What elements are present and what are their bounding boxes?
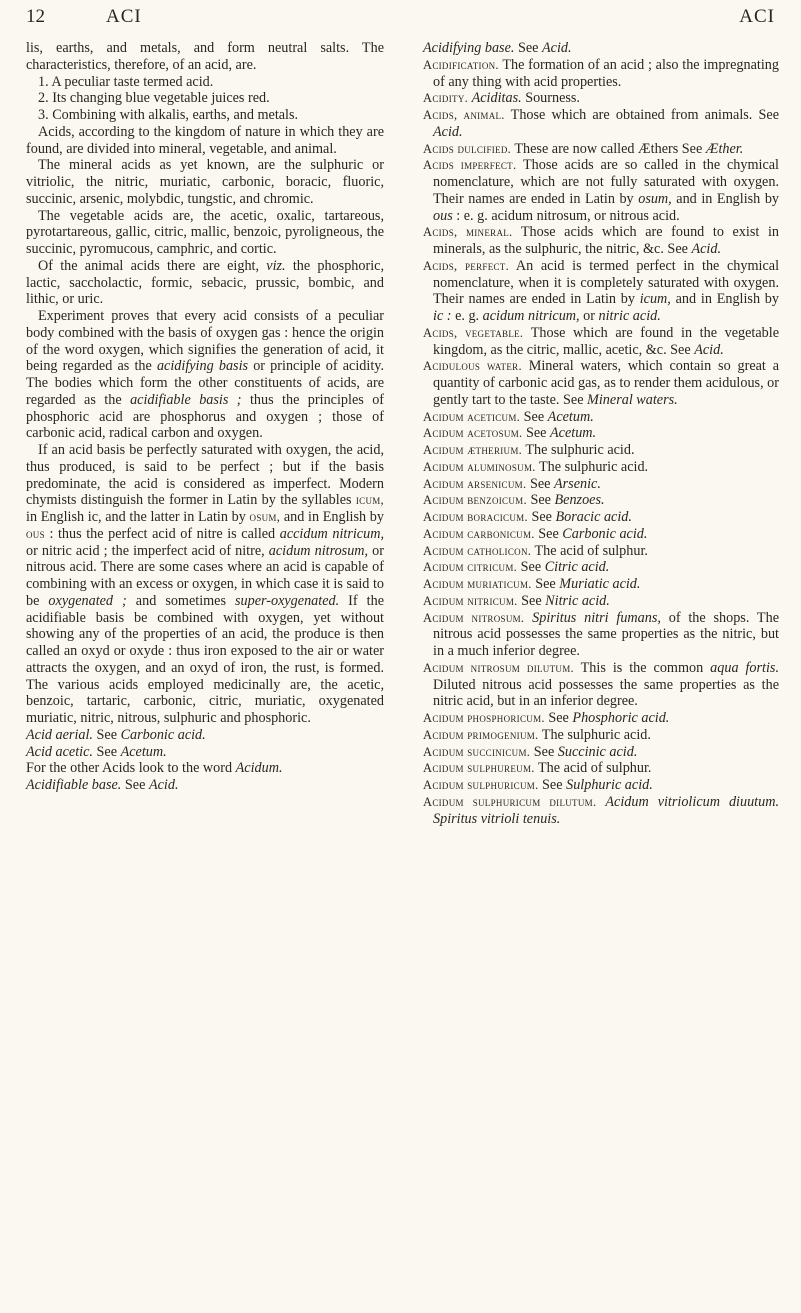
italic-text: Acid. — [542, 40, 572, 56]
italic-text: Phosphoric acid. — [572, 710, 670, 726]
text-run: 1. A peculiar taste termed acid. — [38, 73, 214, 90]
text-run: thus the principles of phosphoric acid are phosphorus and oxygen ; those of carbonic acid, radical carbon and oxygen. — [26, 391, 385, 442]
italic-text: Sulphuric acid. — [566, 777, 653, 793]
entry-headword: Acids, perfect. — [423, 258, 510, 273]
body-paragraph — [26, 208, 384, 258]
dictionary-entry — [423, 492, 779, 509]
entry-headword: Acidum arsenicum. — [423, 476, 527, 491]
dictionary-entry — [423, 476, 779, 493]
text-run: If an acid basis be perfectly saturated with oxygen, the acid, thus produced, is said to be perfect ; but if the basis predominate, the acid is considered as imperfect. Modern chymists distinguish the former in Latin by the syllables — [26, 442, 384, 509]
entry-headword: Acidum muriaticum. — [423, 577, 532, 591]
dictionary-entry — [423, 593, 779, 610]
body-paragraph — [26, 442, 384, 727]
body-paragraph — [26, 124, 384, 158]
italic-text: Acid. — [433, 123, 463, 140]
dictionary-entry — [423, 777, 779, 794]
italic-text: Acetum. — [550, 425, 597, 442]
text-run: The sulphuric acid. — [535, 458, 649, 475]
entry-headword: Acidum sulphuricum. — [423, 778, 539, 792]
left-column — [26, 40, 384, 794]
italic-text: Acetum. — [120, 743, 167, 760]
dictionary-entry — [423, 442, 779, 459]
text-run: The sulphuric acid. — [538, 726, 651, 743]
text-run: This is the common — [573, 659, 711, 676]
body-paragraph — [26, 308, 384, 442]
text-run: These are now called Æthers See — [511, 140, 706, 157]
text-run: See — [121, 777, 149, 793]
italic-text: Succinic acid. — [557, 743, 638, 760]
entry-headword: Acidum citricum. — [423, 560, 518, 575]
entry-headword: Acidum primogenium. — [423, 727, 539, 742]
text-run: Mineral waters, which contain so great a quantity of carbonic acid gas, as to render them acidulous, or gently tart to the taste. See — [433, 358, 780, 408]
body-paragraph — [26, 74, 384, 91]
dictionary-entry — [26, 777, 384, 794]
text-run: See — [92, 726, 121, 743]
italic-text: acidifying basis — [156, 358, 249, 375]
text-run: See — [527, 509, 556, 525]
text-run: Diluted nitrous acid possesses the same properties as the nitric acid, but in an inferior degree. — [433, 676, 779, 710]
italic-text: oxygenated ; — [48, 592, 127, 609]
text-run: or nitrous acid. There are some cases where an acid is capable of combining with an excess or oxygen, in which case it is said to be — [26, 542, 384, 609]
dictionary-entry — [423, 794, 779, 828]
text-run: See — [517, 559, 545, 576]
dictionary-entry — [423, 526, 779, 543]
italic-text: Nitric acid. — [545, 592, 610, 609]
text-run: The acid of sulphur. — [534, 760, 652, 777]
dictionary-entry — [423, 107, 779, 141]
entry-headword: Acidum succinicum. — [423, 744, 531, 759]
italic-text: acidifiable basis ; — [130, 391, 242, 408]
italic-text: Acid aerial. — [26, 726, 93, 743]
italic-text: Mineral waters. — [587, 391, 678, 408]
text-run: Those which are obtained from animals. See — [504, 107, 780, 123]
left-running-head: ACI — [106, 6, 142, 27]
entry-headword: Acids imperfect. — [423, 158, 517, 173]
entry-headword: Acidification. — [423, 57, 499, 72]
text-run: See — [522, 425, 551, 442]
text-run: and in English by — [280, 509, 384, 525]
dictionary-entry — [423, 710, 779, 727]
text-run: The formation of an acid ; also the impregnating of any thing with acid properties. — [433, 56, 779, 90]
entry-headword: osum, — [249, 510, 281, 524]
entry-headword: Acidum benzoicum. — [423, 493, 527, 508]
dictionary-entry — [423, 358, 779, 408]
italic-text: Arsenic. — [553, 475, 601, 492]
entry-headword: Acids, animal. — [423, 108, 505, 122]
italic-text: Benzoes. — [554, 492, 605, 509]
italic-text: Carbonic acid. — [120, 726, 206, 743]
italic-text: acidum nitricum, — [482, 308, 580, 324]
entry-headword: Acids, mineral. — [423, 225, 513, 240]
text-run: Those which are found in the vegetable kingdom, as the citric, mallic, acetic, &c. See — [433, 324, 779, 358]
text-run: See — [526, 475, 554, 492]
entry-headword: Acidum catholicon. — [423, 543, 532, 558]
entry-headword: Acidum nitrosum. — [423, 610, 525, 625]
dictionary-entry — [423, 409, 779, 426]
text-run: : e. g. acidum nitrosum, or nitrous acid. — [452, 207, 680, 224]
dictionary-entry — [423, 660, 779, 710]
dictionary-entry — [423, 727, 779, 744]
text-run: or principle of acidity. The bodies which form the other constituents of acids, are regarded as the — [26, 358, 384, 408]
text-run: lis, earths, and metals, and form neutral salts. The characteristics, therefore, of an acid, are. — [26, 40, 384, 73]
italic-text: Acidum vitriolicum diuutum. Spiritus vitrioli tenuis. — [433, 793, 779, 827]
entry-headword: Acidum aluminosum. — [423, 459, 536, 474]
dictionary-entry — [423, 90, 779, 107]
dictionary-entry — [423, 610, 779, 660]
dictionary-entry — [26, 744, 384, 761]
dictionary-entry — [423, 744, 779, 761]
italic-text: nitric acid. — [598, 308, 661, 324]
italic-text: Acid. — [148, 777, 179, 793]
text-run: The acid of sulphur. — [531, 542, 648, 559]
text-run: Sourness. — [521, 90, 580, 107]
entry-headword: Acidum sulphuricum dilutum. — [423, 794, 597, 809]
entry-headword: icum, — [355, 493, 384, 508]
dictionary-entry — [423, 325, 779, 359]
italic-text: Spiritus nitri fumans, — [532, 609, 661, 626]
right-column — [423, 40, 779, 827]
right-running-head: ACI — [739, 6, 775, 27]
text-run: If the acidifiable basis be combined with oxygen, yet without showing any of the properties of an acid, the produce is then called an oxyd or oxyde : thus iron exposed to the air or water attracts the oxygen, and an oxyd of iron, the rust, is formed. The various acids employed medicinally are, the acetic, benzoic, tartaric, carbonic, citric, muriatic, oxygenated muriatic, nitric, nitrous, sulphuric and phosphoric. — [26, 592, 384, 726]
text-run: See — [538, 777, 567, 793]
body-paragraph — [26, 157, 384, 207]
italic-text: Acid. — [694, 341, 724, 358]
entry-headword: Acidum boracicum. — [423, 510, 528, 524]
dictionary-entry — [423, 157, 779, 224]
entry-headword: Acidum phosphoricum. — [423, 711, 545, 725]
text-run: in English ic, and the latter in Latin by — [26, 509, 250, 525]
text-run: of the shops. The nitrous acid possesses the same properties as the nitric, but in a much inferior degree. — [433, 609, 779, 659]
entry-headword: Acidum ætherium. — [423, 443, 523, 457]
dictionary-entry — [423, 40, 779, 57]
dictionary-entry — [423, 459, 779, 476]
text-run: the phosphoric, lactic, saccholactic, formic, sebacic, prussic, bombic, and lithic, or uric. — [26, 257, 384, 308]
running-header — [26, 6, 775, 28]
text-run: See — [544, 710, 573, 726]
text-run: The sulphuric acid. — [522, 442, 635, 458]
italic-text: Aciditas. — [471, 90, 522, 107]
text-run: 2. Its changing blue vegetable juices red. — [38, 90, 270, 107]
entry-headword: Acidum sulphureum. — [423, 761, 535, 776]
body-paragraph — [26, 90, 384, 107]
text-run: See — [530, 743, 558, 760]
text-run: and in English by — [670, 291, 779, 308]
text-run: See — [526, 492, 555, 509]
text-run: See — [92, 743, 121, 760]
dictionary-entry — [423, 258, 779, 325]
italic-text: Acidifying base. — [423, 40, 515, 56]
text-run: See — [531, 576, 560, 592]
text-run: See — [520, 408, 548, 425]
italic-text: Muriatic acid. — [559, 576, 641, 592]
text-run: : thus the perfect acid of nitre is called — [44, 525, 280, 542]
italic-text: Acidum. — [235, 760, 283, 777]
dictionary-entry — [423, 509, 779, 526]
text-run: Those acids are so called in the chymical nomenclature, which are not fully saturated with oxygen. Their names are ended in Latin by — [433, 157, 779, 207]
text-run: Of the animal acids there are eight, — [38, 257, 267, 274]
text-run: See — [517, 592, 546, 609]
text-run: Those acids which are found to exist in minerals, as the sulphuric, the nitric, &c. See — [433, 224, 779, 257]
italic-text: Æther. — [705, 140, 744, 157]
italic-text: accidum nitricum, — [279, 525, 384, 542]
italic-text: Citric acid. — [544, 559, 610, 576]
italic-text: super-oxygenated. — [235, 592, 340, 609]
dictionary-entry — [423, 141, 779, 158]
italic-text: Acid acetic. — [26, 743, 93, 760]
italic-text: acidum nitrosum, — [268, 542, 369, 559]
text-run: 3. Combining with alkalis, earths, and metals. — [38, 107, 299, 123]
italic-text: osum, — [638, 190, 672, 207]
italic-text: Acid. — [691, 241, 722, 257]
entry-headword: Acidum carbonicum. — [423, 526, 535, 541]
italic-text: viz. — [266, 257, 286, 274]
entry-headword: Acids, vegetable. — [423, 325, 524, 340]
text-run: An acid is termed perfect in the chymical nomenclature, when it is completely saturated with oxygen. Their names are ended in Latin by — [433, 257, 780, 308]
body-paragraph — [26, 107, 384, 124]
italic-text: Boracic acid. — [555, 509, 632, 525]
text-run: See — [514, 40, 543, 56]
dictionary-entry — [26, 727, 384, 744]
dictionary-entry — [423, 224, 779, 258]
entry-headword: Acidum aceticum. — [423, 409, 521, 424]
dictionary-entry — [423, 576, 779, 593]
entry-headword: Acidum nitricum. — [423, 593, 518, 608]
entry-headword: Acidum nitrosum dilutum. — [423, 660, 574, 675]
text-run — [524, 610, 532, 626]
entry-headword: Acidum acetosum. — [423, 426, 523, 441]
entry-headword: Acids dulcified. — [423, 141, 512, 156]
entry-headword: Acidulous water. — [423, 359, 522, 374]
dictionary-entry — [423, 543, 779, 560]
italic-text: aqua fortis. — [710, 659, 779, 676]
text-run: e. g. — [451, 308, 483, 324]
text-run: See — [534, 525, 563, 542]
text-run: For the other Acids look to the word — [26, 760, 236, 777]
dictionary-entry — [423, 760, 779, 777]
entry-headword: ous — [26, 526, 45, 541]
italic-text: Acidifiable base. — [26, 777, 122, 793]
italic-text: Carbonic acid. — [562, 525, 648, 542]
text-run: The mineral acids as yet known, are the sulphuric or vitriolic, the nitric, muriatic, carbonic, boracic, fluoric, succinic, arsenic, molybdic, tungstic, and chromic. — [26, 157, 384, 207]
italic-text: icum, — [639, 291, 671, 308]
page-number: 12 — [26, 6, 45, 27]
text-run: or nitric acid ; the imperfect acid of nitre, — [26, 542, 269, 559]
text-run: or — [579, 308, 599, 324]
italic-text: ic : — [433, 308, 452, 324]
body-paragraph — [26, 40, 384, 74]
dictionary-entry — [423, 559, 779, 576]
dictionary-entry — [423, 57, 779, 91]
dictionary-entry — [423, 425, 779, 442]
dictionary-entry — [26, 760, 384, 777]
text-run: Experiment proves that every acid consists of a peculiar body combined with the basis of oxygen gas : hence the origin of the word oxygen, which signifies the generation of acid, it being regarded as the — [26, 308, 384, 375]
text-run: Acids, according to the kingdom of nature in which they are found, are divided into mineral, vegetable, and animal. — [26, 123, 384, 157]
entry-headword: Acidity. — [423, 91, 469, 106]
text-run: and in English by — [671, 190, 780, 207]
text-run: and sometimes — [126, 592, 236, 609]
body-paragraph — [26, 258, 384, 308]
text-run: The vegetable acids are, the acetic, oxalic, tartareous, pyrotartareous, gallic, citric, mallic, benzoic, pyroligneous, the succinic, pyromucous, camphric, and cortic. — [26, 207, 384, 257]
italic-text: Acetum. — [547, 408, 594, 425]
italic-text: ous — [433, 207, 453, 224]
